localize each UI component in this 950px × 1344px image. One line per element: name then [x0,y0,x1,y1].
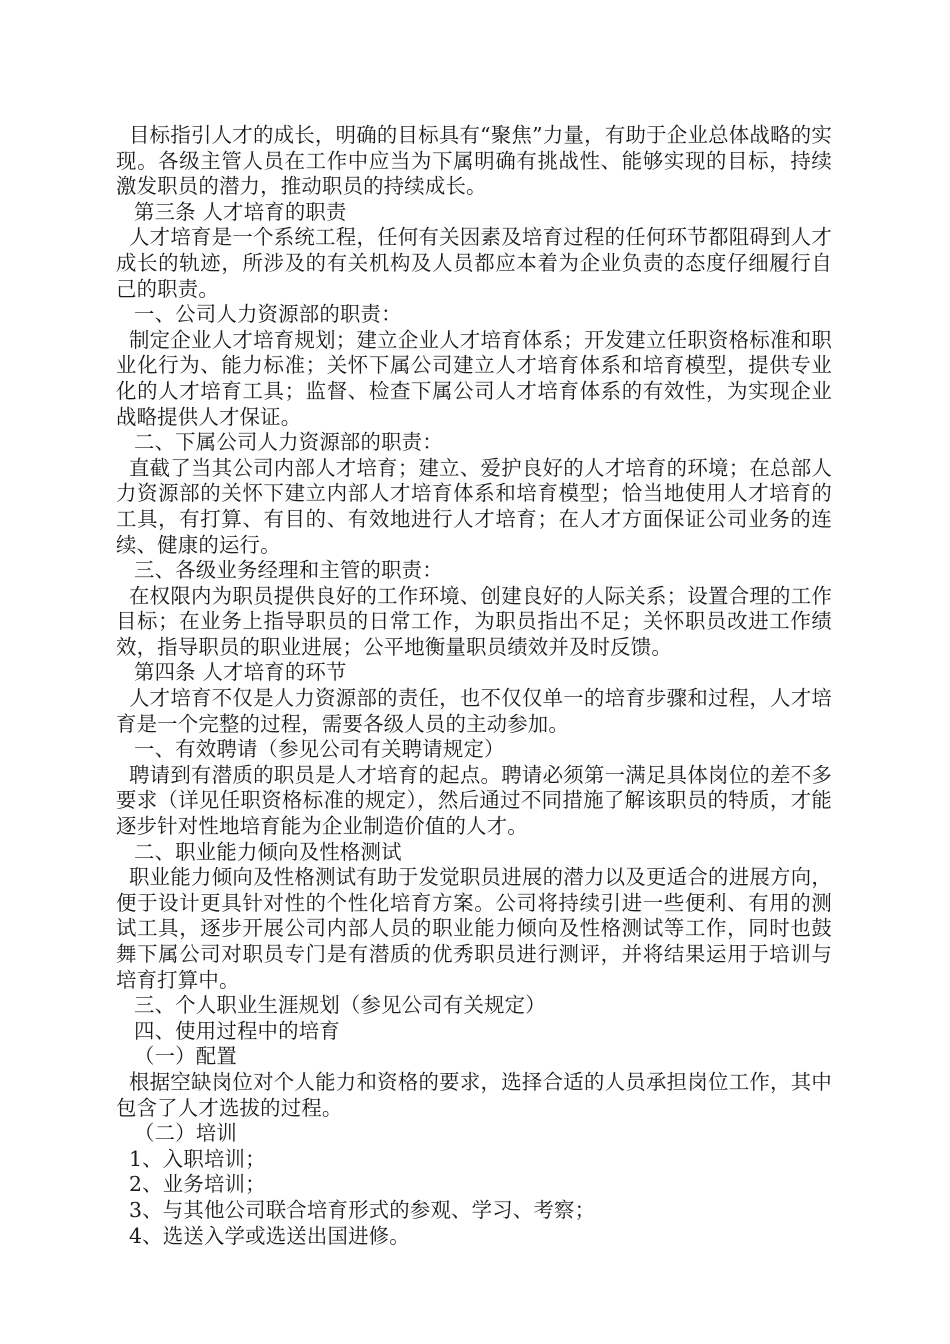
paragraph: 聘请到有潜质的职员是人才培育的起点。聘请必须第一满足具体岗位的差不多要求（详见任职资格标准的规定），然后通过不同措施了解该职员的特质，才能逐步针对性地培育能为企业制造价值的人才。 [116,762,832,839]
sub-sub-heading: （一）配置 [134,1044,237,1069]
sub-heading: 四、使用过程中的培育 [134,1018,340,1043]
sub-heading: 二、职业能力倾向及性格测试 [134,839,402,864]
sub-sub-heading: （二）培训 [134,1121,237,1146]
paragraph: 在权限内为职员提供良好的工作环境、创建良好的人际关系；设置合理的工作目标；在业务上指导职员的日常工作，为职员指出不足；关怀职员改进工作绩效，指导职员的职业进展；公平地衡量职员绩效并及时反馈。 [116,583,832,659]
list-item: 2、业务培训； [129,1172,266,1197]
section-heading: 第三条 人才培育的职责 [134,199,347,224]
paragraph: 制定企业人才培育规划；建立企业人才培育体系；开发建立任职资格标准和职业化行为、能力标准；关怀下属公司建立人才培育体系和培育模型，提供专业化的人才培育工具；监督、检查下属公司人才培育体系的有效性，为实现企业战略提供人才保证。 [116,327,832,429]
paragraph: 人才培育是一个系统工程，任何有关因素及培育过程的任何环节都阻碍到人才成长的轨迹，所涉及的有关机构及人员都应本着为企业负责的态度仔细履行自己的职责。 [116,225,832,301]
sub-heading: 三、各级业务经理和主管的职责： [134,558,443,583]
list-item: 3、与其他公司联合培育形式的参观、学习、考察； [129,1197,596,1222]
paragraph: 直截了当其公司内部人才培育；建立、爱护良好的人才培育的环境；在总部人力资源部的关怀下建立内部人才培育体系和培育模型；恰当地使用人才培育的工具，有打算、有目的、有效地进行人才培育；在人才方面保证公司业务的连续、健康的运行。 [116,455,832,557]
sub-heading: 二、下属公司人力资源部的职责： [134,430,443,455]
sub-heading: 一、有效聘请（参见公司有关聘请规定） [134,737,505,762]
list-item: 4、选送入学或选送出国进修。 [129,1223,410,1248]
sub-heading: 三、个人职业生涯规划（参见公司有关规定） [134,993,546,1018]
paragraph: 人才培育不仅是人力资源部的责任，也不仅仅单一的培育步骤和过程，人才培育是一个完整的过程，需要各级人员的主动参加。 [116,686,832,736]
section-heading: 第四条 人才培育的环节 [134,660,347,685]
paragraph: 目标指引人才的成长，明确的目标具有“聚焦”力量，有助于企业总体战略的实现。各级主管人员在工作中应当为下属明确有挑战性、能够实现的目标，持续激发职员的潜力，推动职员的持续成长。 [116,123,832,199]
document-body [116,123,832,1249]
sub-heading: 一、公司人力资源部的职责： [134,302,402,327]
paragraph: 职业能力倾向及性格测试有助于发觉职员进展的潜力以及更适合的进展方向，便于设计更具针对性的个性化培育方案。公司将持续引进一些便利、有用的测试工具，逐步开展公司内部人员的职业能力倾向及性格测试等工作，同时也鼓舞下属公司对职员专门是有潜质的优秀职员进行测评，并将结果运用于培训与培育打算中。 [116,865,832,992]
paragraph: 根据空缺岗位对个人能力和资格的要求，选择合适的人员承担岗位工作，其中包含了人才选拔的过程。 [116,1069,832,1120]
list-item: 1、入职培训； [129,1146,266,1171]
